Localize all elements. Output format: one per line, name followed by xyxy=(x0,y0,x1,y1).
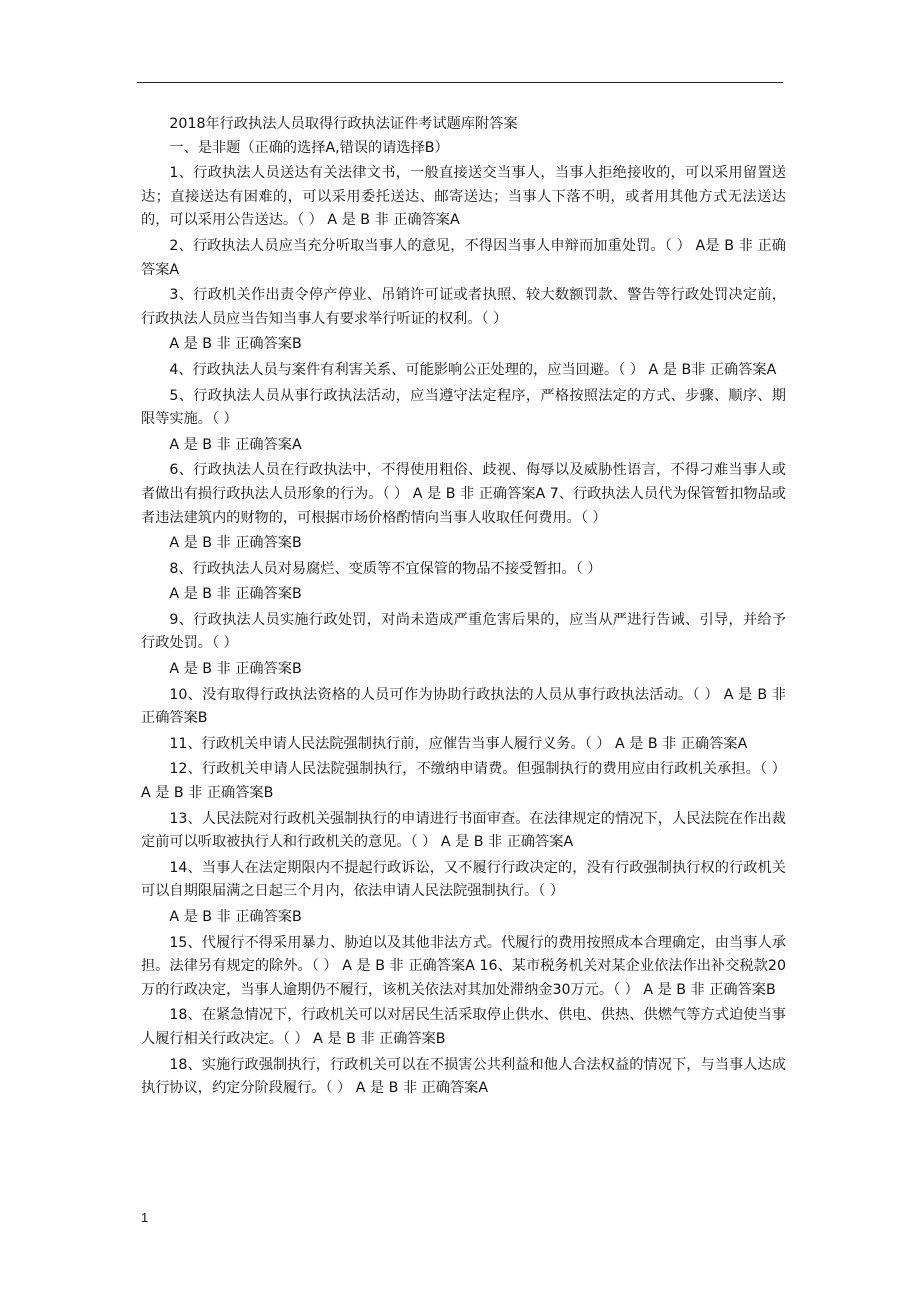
document-body xyxy=(141,113,786,1101)
question-paragraph: 6、行政执法人员在行政执法中，不得使用粗俗、歧视、侮辱以及威胁性语言，不得刁难当事人或者做出有损行政执法人员形象的行为。（ ） A 是 B 非 正确答案A 7、行政执法人员代为保管暂扣物品或者违法建筑内的财物的，可根据市场价格酌情向当事人收取任何费用。（ ） xyxy=(141,462,786,526)
question-paragraph: 11、行政机关申请人民法院强制执行前，应催告当事人履行义务。（ ） A 是 B 非 正确答案A xyxy=(169,735,748,752)
answer-line: A 是 B 非 正确答案B xyxy=(169,586,302,603)
question-paragraph: 2、行政执法人员应当充分听取当事人的意见，不得因当事人申辩而加重处罚。（ ） A是 B 非 正确答案A xyxy=(141,237,786,278)
question-paragraph: 18、实施行政强制执行，行政机关可以在不损害公共利益和他人合法权益的情况下，与当事人达成执行协议，约定分阶段履行。（ ） A 是 B 非 正确答案A xyxy=(141,1056,786,1097)
question-paragraph: 13、人民法院对行政机关强制执行的申请进行书面审查。在法律规定的情况下，人民法院在作出裁定前可以听取被执行人和行政机关的意见。（ ） A 是 B 非 正确答案A xyxy=(141,810,786,851)
question-paragraph: 1、行政执法人员送达有关法律文书，一般直接送交当事人，当事人拒绝接收的，可以采用留置送达；直接送达有困难的，可以采用委托送达、邮寄送达；当事人下落不明，或者用其他方式无法送达的，可以采用公告送达。（ ） A 是 B 非 正确答案A xyxy=(141,165,786,229)
document-title: 2018年行政执法人员取得行政执法证件考试题库附答案 xyxy=(169,116,518,132)
question-paragraph: 10、没有取得行政执法资格的人员可作为协助行政执法的人员从事行政执法活动。（ ） A 是 B 非 正确答案B xyxy=(141,686,786,727)
question-paragraph: 8、行政执法人员对易腐烂、变质等不宜保管的物品不接受暂扣。（ ） xyxy=(169,560,602,577)
answer-line: A 是 B 非 正确答案B xyxy=(169,535,302,552)
question-paragraph: 5、行政执法人员从事行政执法活动，应当遵守法定程序，严格按照法定的方式、步骤、顺序、期限等实施。（ ） xyxy=(141,387,786,428)
question-paragraph: 3、行政机关作出责令停产停业、吊销许可证或者执照、较大数额罚款、警告等行政处罚决定前，行政执法人员应当告知当事人有要求举行听证的权利。（ ） xyxy=(141,287,786,327)
question-paragraph: 9、行政执法人员实施行政处罚，对尚未造成严重危害后果的，应当从严进行告诫、引导，并给予行政处罚。（ ） xyxy=(141,611,786,652)
answer-line: A 是 B 非 正确答案A xyxy=(169,436,302,453)
page-number: 1 xyxy=(141,1210,149,1225)
section-heading: 一、是非题（正确的选择A,错误的请选择B） xyxy=(169,139,449,156)
answer-line: A 是 B 非 正确答案B xyxy=(169,661,302,678)
question-paragraph: 14、当事人在法定期限内不提起行政诉讼，又不履行行政决定的，没有行政强制执行权的行政机关可以自期限届满之日起三个月内，依法申请人民法院强制执行。（ ） xyxy=(141,859,786,900)
answer-line: A 是 B 非 正确答案B xyxy=(169,336,302,353)
question-paragraph: 12、行政机关申请人民法院强制执行，不缴纳申请费。但强制执行的费用应由行政机关承担。（ ） A 是 B 非 正确答案B xyxy=(141,761,786,802)
question-paragraph: 18、在紧急情况下，行政机关可以对居民生活采取停止供水、供电、供热、供燃气等方式迫使当事人履行相关行政决定。（ ） A 是 B 非 正确答案B xyxy=(141,1007,786,1047)
header-rule xyxy=(137,82,783,83)
question-paragraph: 4、行政执法人员与案件有利害关系、可能影响公正处理的，应当回避。（ ） A 是 B非 正确答案A xyxy=(169,361,777,378)
answer-line: A 是 B 非 正确答案B xyxy=(169,909,302,925)
question-paragraph: 15、代履行不得采用暴力、胁迫以及其他非法方式。代履行的费用按照成本合理确定，由当事人承担。法律另有规定的除外。（ ） A 是 B 非 正确答案A 16、某市税务机关对某企业依法作出补交税款20万的行政决定，当事人逾期仍不履行，该机关依法对其加处滞纳金30万元。（ ） A 是 B 非 正确答案B xyxy=(141,934,786,998)
